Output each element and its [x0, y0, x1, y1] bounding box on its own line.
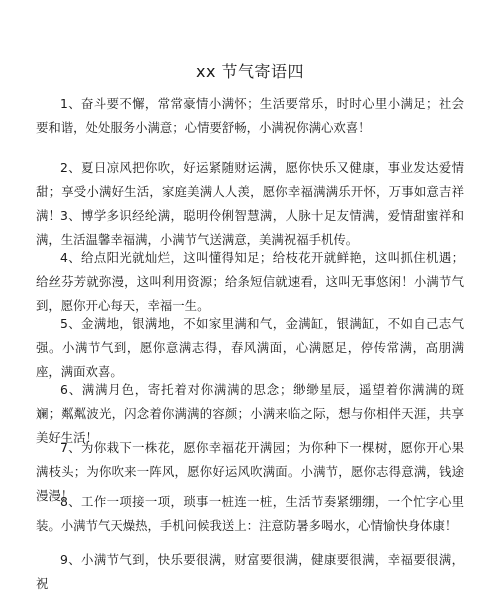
paragraph-4: 4、给点阳光就灿烂，这叫懂得知足；给枝花开就鲜艳，这叫抓住机遇；给丝芬芳就弥漫，这叫利用资源；给条短信就速看，这叫无事悠闲！小满节气到，愿你开心每天，幸福一生。	[36, 250, 464, 313]
paragraph-3: 3、博学多识经纶满，聪明伶俐智慧满，人脉十足友情满，爱情甜蜜祥和满，生活温馨幸福满，小满节气送满意，美满祝福手机传。	[36, 208, 464, 247]
paragraph-5: 5、金满地，银满地，不如家里满和气，金满缸，银满缸，不如自己志气强。小满节气到，愿你意满志得，春风满面，心满愿足，停传常满，高朋满座，满面欢喜。	[36, 316, 464, 379]
paragraph-9: 9、小满节气到，快乐要很满，财富要很满，健康要很满，幸福要很满，祝	[36, 552, 464, 591]
paragraph-6: 6、满满月色，寄托着对你满满的思念；缈缈星辰，遥望着你满满的斑斓；粼粼波光，闪念着你满满的容颜；小满来临之际，想与你相伴天涯，共享美好生活！	[36, 382, 464, 445]
paragraph-2: 2、夏日凉风把你吹，好运紧随财运满，愿你快乐又健康，事业发达爱情甜；享受小满好生活，家庭美满人人羡，愿你幸福满满乐开怀，万事如意吉祥满！	[36, 160, 464, 223]
paragraph-7: 7、为你栽下一株花，愿你幸福花开满园；为你种下一棵树，愿你开心果满枝头；为你吹来一阵风，愿你好运风吹满面。小满节，愿你志得意满，钱途漫漫！	[36, 440, 464, 503]
paragraph-8: 8、工作一项接一项，琐事一桩连一桩，生活节奏紧绷绷，一个忙字心里装。小满节气天燥热，手机问候我送上：注意防暑多喝水，心情愉快身体康！	[36, 494, 464, 533]
document-title: xx 节气寄语四	[195, 62, 305, 81]
paragraph-1: 1、奋斗要不懈，常常豪情小满怀；生活要常乐，时时心里小满足；社会要和谐，处处服务小满意；心情要舒畅，小满祝你满心欢喜！	[36, 96, 464, 135]
